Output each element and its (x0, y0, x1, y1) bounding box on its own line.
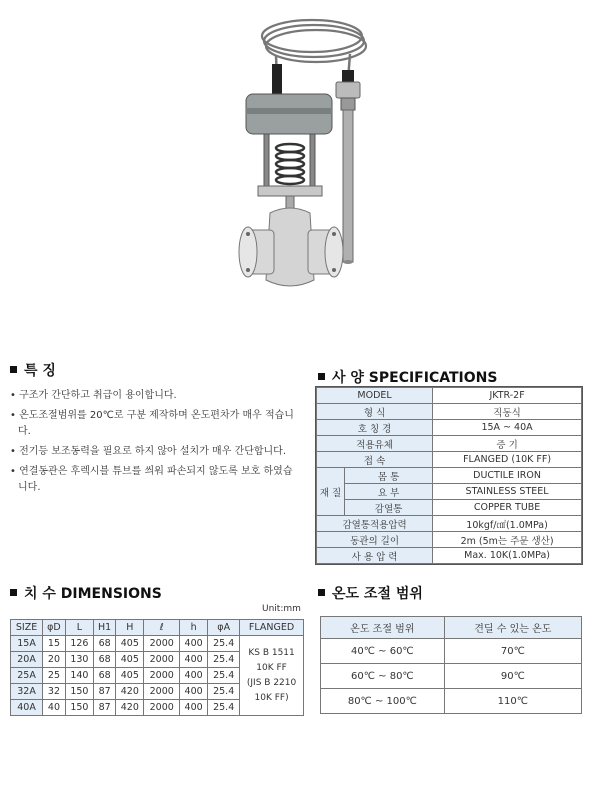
table-cell: 2000 (144, 652, 180, 668)
table-cell: 68 (94, 668, 116, 684)
table-cell: 80℃ ~ 100℃ (321, 689, 445, 714)
table-row (317, 548, 582, 564)
table-row (11, 636, 304, 652)
size-cell: 40A (11, 700, 43, 716)
table-cell: 68 (94, 652, 116, 668)
features-title-text: 특 징 (24, 363, 56, 379)
table-cell: 2000 (144, 636, 180, 652)
temp-range-table (320, 616, 582, 714)
flanged-line: 10K FF (256, 662, 287, 673)
flanged-line: (JIS B 2210 (246, 677, 297, 688)
spec-value: DUCTILE IRON (433, 468, 582, 484)
table-cell: 40 (43, 700, 66, 716)
spec-value: JKTR-2F (433, 388, 582, 404)
column-header: SIZE (11, 620, 43, 636)
size-cell: 20A (11, 652, 43, 668)
column-header: H (116, 620, 144, 636)
spec-value: Max. 10K(1.0MPa) (433, 548, 582, 564)
table-row (321, 664, 582, 689)
spec-value: 증 기 (433, 436, 582, 452)
table-cell: 87 (94, 700, 116, 716)
feature-item: • 구조가 간단하고 취급이 용이합니다. (10, 390, 177, 401)
table-cell: 130 (65, 652, 93, 668)
spec-label: MODEL (317, 388, 433, 404)
square-bullet-icon (318, 373, 325, 380)
column-header: L (65, 620, 93, 636)
table-row (317, 532, 582, 548)
specs-title (318, 367, 497, 387)
square-bullet-icon (10, 366, 17, 373)
size-cell: 25A (11, 668, 43, 684)
feature-item: • 연결동관은 후렉시블 튜브를 씌워 파손되지 않도록 보호 하였습니다. (10, 466, 293, 493)
spec-label: 호 칭 경 (317, 420, 433, 436)
spec-value: COPPER TUBE (433, 500, 582, 516)
material-group-label: 재 질 (317, 468, 345, 516)
table-row (321, 689, 582, 714)
table-cell: 25.4 (208, 700, 240, 716)
table-header-row (11, 620, 304, 636)
table-row (317, 468, 582, 484)
table-cell: 60℃ ~ 80℃ (321, 664, 445, 689)
table-cell: 20 (43, 652, 66, 668)
table-cell: 420 (116, 700, 144, 716)
square-bullet-icon (318, 589, 325, 596)
table-cell: 420 (116, 684, 144, 700)
table-cell: 2000 (144, 700, 180, 716)
dimensions-title (10, 583, 162, 603)
column-header: φA (208, 620, 240, 636)
spec-value: STAINLESS STEEL (433, 484, 582, 500)
spec-value: 직동식 (433, 404, 582, 420)
table-row (317, 500, 582, 516)
table-cell: 400 (180, 636, 208, 652)
size-cell: 32A (11, 684, 43, 700)
table-cell: 25.4 (208, 652, 240, 668)
table-cell: 2000 (144, 684, 180, 700)
spec-label: 몸 통 (345, 468, 433, 484)
feature-item: • 전기등 보조동력을 필요로 하지 않아 설치가 매우 간단합니다. (10, 446, 287, 457)
table-cell: 40℃ ~ 60℃ (321, 639, 445, 664)
unit-label: Unit:mm (262, 604, 301, 614)
specs-table-frame (315, 386, 583, 565)
column-header: ℓ (144, 620, 180, 636)
table-cell: 126 (65, 636, 93, 652)
specs-title-text: 사 양 SPECIFICATIONS (332, 370, 498, 386)
table-cell: 25.4 (208, 636, 240, 652)
feature-item: • 온도조절범위를 20℃로 구분 제작하며 온도편차가 매우 적습니다. (10, 410, 294, 437)
flanged-line: 10K FF) (254, 692, 289, 703)
temp-range-title (318, 583, 423, 603)
table-row (317, 452, 582, 468)
table-row (317, 388, 582, 404)
flanged-line: KS B 1511 (248, 647, 295, 658)
column-header: φD (43, 620, 66, 636)
table-row (317, 516, 582, 532)
specs-table (316, 387, 582, 564)
dimensions-table (10, 619, 304, 716)
spec-label: 요 부 (345, 484, 433, 500)
spec-label: 사 용 압 력 (317, 548, 433, 564)
table-row (317, 404, 582, 420)
column-header: 견딜 수 있는 온도 (444, 617, 581, 639)
table-row (321, 639, 582, 664)
table-cell: 70℃ (444, 639, 581, 664)
column-header: H1 (94, 620, 116, 636)
table-cell: 25.4 (208, 684, 240, 700)
table-cell: 15 (43, 636, 66, 652)
table-cell: 110℃ (444, 689, 581, 714)
table-cell: 68 (94, 636, 116, 652)
table-cell: 405 (116, 668, 144, 684)
table-cell: 400 (180, 684, 208, 700)
spec-label: 감열통적용압력 (317, 516, 433, 532)
table-header-row (321, 617, 582, 639)
column-header: 온도 조절 범위 (321, 617, 445, 639)
spec-label: 적용유체 (317, 436, 433, 452)
column-header: FLANGED (240, 620, 304, 636)
spec-label: 동관의 길이 (317, 532, 433, 548)
spec-label: 감열통 (345, 500, 433, 516)
table-cell: 2000 (144, 668, 180, 684)
table-cell: 90℃ (444, 664, 581, 689)
table-cell: 150 (65, 700, 93, 716)
spec-value: FLANGED (10K FF) (433, 452, 582, 468)
table-cell: 405 (116, 636, 144, 652)
temp-range-title-text: 온도 조절 범위 (332, 586, 423, 602)
table-cell: 25.4 (208, 668, 240, 684)
flanged-standard-cell (240, 636, 304, 716)
spec-value: 2m (5m는 주문 생산) (433, 532, 582, 548)
table-cell: 150 (65, 684, 93, 700)
table-row (317, 436, 582, 452)
table-cell: 87 (94, 684, 116, 700)
table-cell: 140 (65, 668, 93, 684)
spec-label: 형 식 (317, 404, 433, 420)
table-row (317, 484, 582, 500)
spec-value: 10kgf/㎠(1.0MPa) (433, 516, 582, 532)
table-cell: 400 (180, 652, 208, 668)
features-list (10, 388, 295, 500)
spec-value: 15A ~ 40A (433, 420, 582, 436)
square-bullet-icon (10, 589, 17, 596)
table-cell: 32 (43, 684, 66, 700)
table-cell: 405 (116, 652, 144, 668)
size-cell: 15A (11, 636, 43, 652)
column-header: h (180, 620, 208, 636)
features-title (10, 360, 56, 380)
table-cell: 400 (180, 700, 208, 716)
spec-label: 접 속 (317, 452, 433, 468)
table-cell: 400 (180, 668, 208, 684)
table-cell: 25 (43, 668, 66, 684)
table-row (317, 420, 582, 436)
dimensions-title-text: 치 수 DIMENSIONS (24, 586, 162, 602)
temperature-regulating-valve-icon (230, 8, 380, 298)
